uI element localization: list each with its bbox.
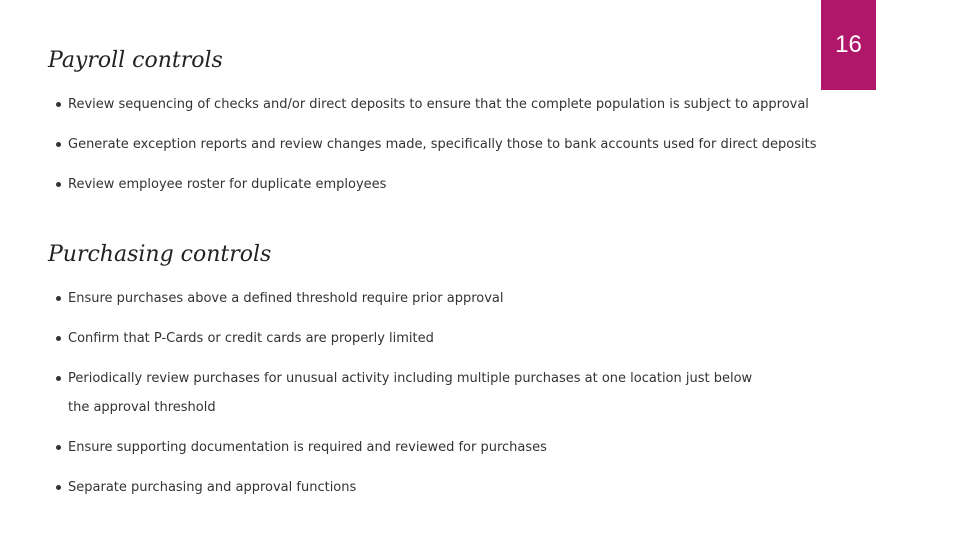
bullet-icon bbox=[56, 336, 61, 341]
list-item: Review employee roster for duplicate employees bbox=[54, 170, 824, 199]
list-item: Ensure purchases above a defined threshold require prior approval bbox=[54, 284, 774, 313]
payroll-controls-list bbox=[54, 90, 824, 210]
bullet-icon bbox=[56, 102, 61, 107]
bullet-icon bbox=[56, 296, 61, 301]
bullet-icon bbox=[56, 142, 61, 147]
page-number-badge bbox=[821, 0, 876, 90]
payroll-section-title: Payroll controls bbox=[48, 48, 223, 73]
list-item: Periodically review purchases for unusual activity including multiple purchases at one location just below the approval threshold bbox=[54, 364, 774, 422]
purchasing-section-title: Purchasing controls bbox=[48, 242, 272, 267]
bullet-icon bbox=[56, 445, 61, 450]
bullet-icon bbox=[56, 485, 61, 490]
purchasing-controls-list bbox=[54, 284, 774, 513]
bullet-icon bbox=[56, 376, 61, 381]
list-item: Review sequencing of checks and/or direct deposits to ensure that the complete population is subject to approval bbox=[54, 90, 824, 119]
bullet-icon bbox=[56, 182, 61, 187]
list-item: Ensure supporting documentation is required and reviewed for purchases bbox=[54, 433, 774, 462]
list-item: Confirm that P-Cards or credit cards are properly limited bbox=[54, 324, 774, 353]
list-item: Separate purchasing and approval functions bbox=[54, 473, 774, 502]
page-number: 16 bbox=[835, 31, 862, 58]
list-item: Generate exception reports and review changes made, specifically those to bank accounts used for direct deposits bbox=[54, 130, 824, 159]
